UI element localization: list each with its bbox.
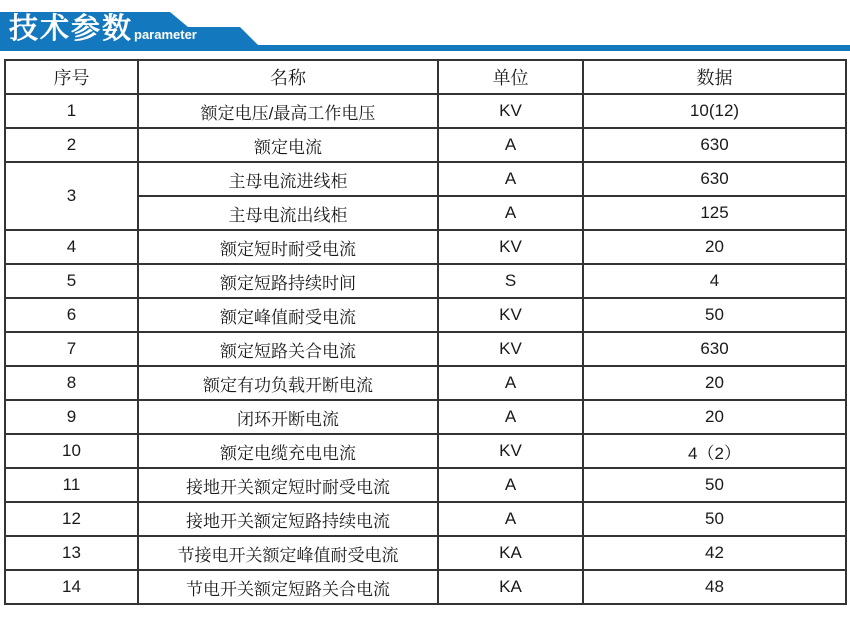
table-row	[5, 400, 846, 434]
table-row	[5, 298, 846, 332]
table-row	[5, 230, 846, 264]
cell-no: 1	[5, 94, 138, 128]
cell-unit: KV	[438, 298, 583, 332]
column-header-value: 数据	[583, 60, 846, 94]
cell-name: 闭环开断电流	[138, 400, 438, 434]
cell-no: 14	[5, 570, 138, 604]
cell-unit: A	[438, 128, 583, 162]
cell-name: 主母电流进线柜	[138, 162, 438, 196]
table-row	[5, 570, 846, 604]
cell-unit: A	[438, 400, 583, 434]
table-row	[5, 536, 846, 570]
cell-no: 9	[5, 400, 138, 434]
table-header-row	[5, 60, 846, 94]
column-header-no: 序号	[5, 60, 138, 94]
cell-name: 节电开关额定短路关合电流	[138, 570, 438, 604]
table-row	[5, 128, 846, 162]
cell-name: 接地开关额定短时耐受电流	[138, 468, 438, 502]
cell-unit: A	[438, 196, 583, 230]
cell-no: 12	[5, 502, 138, 536]
cell-no: 5	[5, 264, 138, 298]
cell-value: 4	[583, 264, 846, 298]
cell-unit: KV	[438, 230, 583, 264]
table-row	[5, 332, 846, 366]
table-row	[5, 264, 846, 298]
cell-unit: A	[438, 468, 583, 502]
cell-name: 额定电流	[138, 128, 438, 162]
cell-name: 额定有功负载开断电流	[138, 366, 438, 400]
cell-no: 7	[5, 332, 138, 366]
cell-no: 6	[5, 298, 138, 332]
cell-value: 48	[583, 570, 846, 604]
table-row	[5, 162, 846, 196]
cell-name: 接地开关额定短路持续电流	[138, 502, 438, 536]
page-subtitle: parameter	[134, 27, 197, 42]
page-title: 技术参数	[9, 13, 134, 45]
cell-value: 630	[583, 128, 846, 162]
cell-value: 630	[583, 162, 846, 196]
cell-no: 4	[5, 230, 138, 264]
cell-unit: KA	[438, 536, 583, 570]
cell-name: 额定短路持续时间	[138, 264, 438, 298]
cell-unit: A	[438, 162, 583, 196]
cell-value: 630	[583, 332, 846, 366]
cell-name: 额定短时耐受电流	[138, 230, 438, 264]
cell-no: 10	[5, 434, 138, 468]
cell-value: 10(12)	[583, 94, 846, 128]
cell-value: 50	[583, 468, 846, 502]
table-row	[5, 468, 846, 502]
parameters-table	[4, 59, 847, 605]
cell-value: 42	[583, 536, 846, 570]
cell-unit: KA	[438, 570, 583, 604]
cell-unit: A	[438, 366, 583, 400]
column-header-name: 名称	[138, 60, 438, 94]
cell-name: 额定短路关合电流	[138, 332, 438, 366]
cell-no: 2	[5, 128, 138, 162]
table-row	[5, 366, 846, 400]
cell-no: 11	[5, 468, 138, 502]
cell-value: 20	[583, 230, 846, 264]
cell-unit: KV	[438, 94, 583, 128]
table-row	[5, 94, 846, 128]
cell-name: 额定电缆充电电流	[138, 434, 438, 468]
cell-name: 额定电压/最高工作电压	[138, 94, 438, 128]
cell-no-merged: 3	[5, 162, 138, 230]
cell-unit: S	[438, 264, 583, 298]
cell-name: 节接电开关额定峰值耐受电流	[138, 536, 438, 570]
cell-unit: KV	[438, 332, 583, 366]
section-banner	[0, 0, 850, 54]
cell-no: 13	[5, 536, 138, 570]
cell-value: 20	[583, 400, 846, 434]
column-header-unit: 单位	[438, 60, 583, 94]
table-row	[5, 434, 846, 468]
cell-value: 50	[583, 298, 846, 332]
cell-value: 4（2）	[583, 434, 846, 468]
cell-unit: KV	[438, 434, 583, 468]
table-row	[5, 502, 846, 536]
cell-unit: A	[438, 502, 583, 536]
cell-value: 125	[583, 196, 846, 230]
cell-no: 8	[5, 366, 138, 400]
cell-value: 20	[583, 366, 846, 400]
cell-name: 额定峰值耐受电流	[138, 298, 438, 332]
cell-name: 主母电流出线柜	[138, 196, 438, 230]
cell-value: 50	[583, 502, 846, 536]
